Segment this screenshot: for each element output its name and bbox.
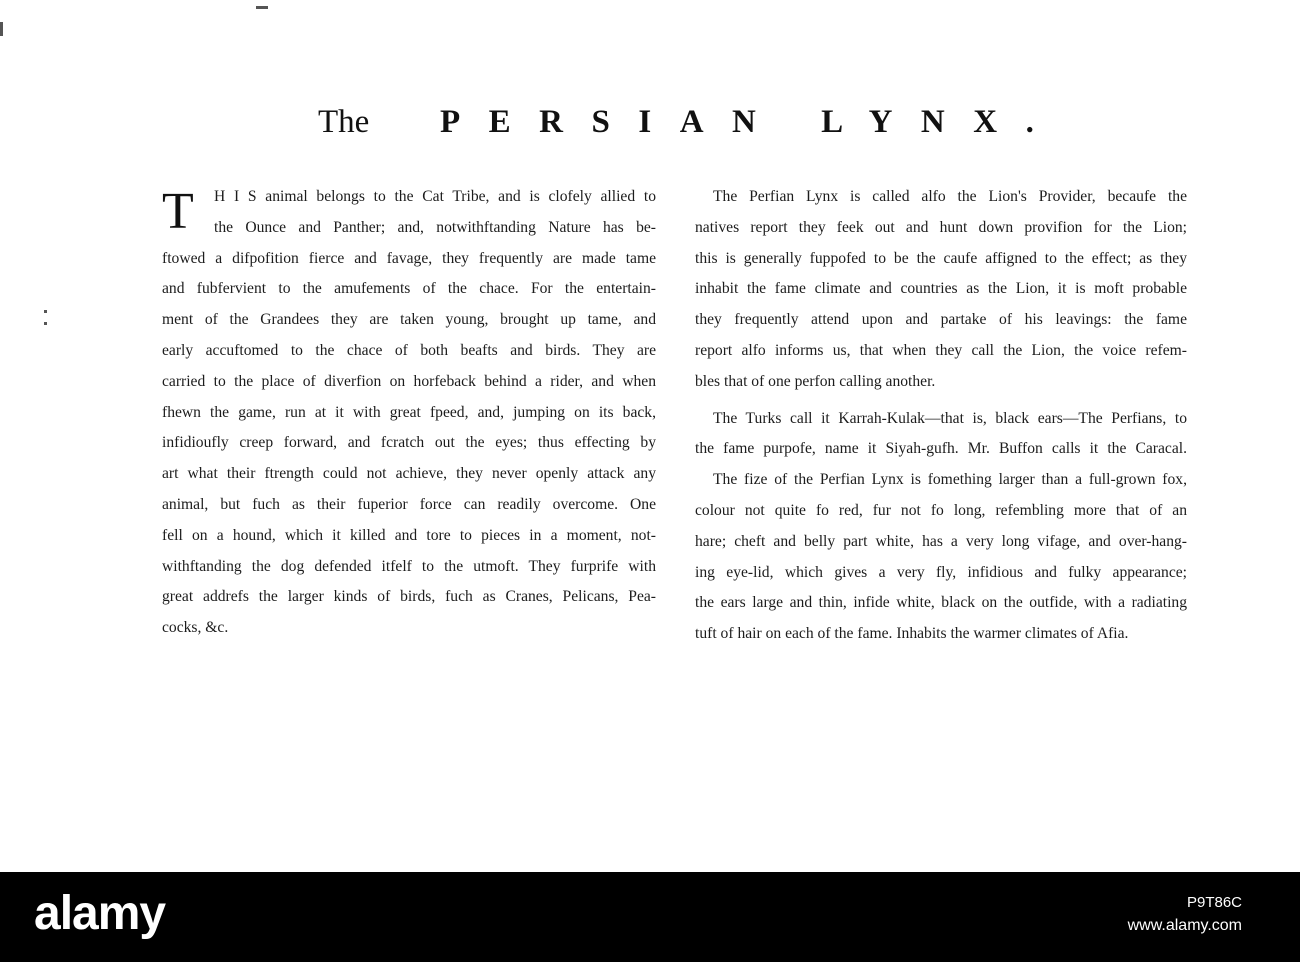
paragraph-description xyxy=(695,465,1187,650)
watermark-footer xyxy=(0,872,1300,962)
text-line: great addrefs the larger kinds of birds, fuch as Cranes, Pelicans, Pea- xyxy=(162,588,656,606)
text-line: The fize of the Perfian Lynx is fomething larger than a full-grown fox, xyxy=(713,471,1187,489)
text-line: natives report they feek out and hunt down provifion for the Lion; xyxy=(695,218,1187,236)
paragraph-lions-provider xyxy=(695,182,1187,398)
title-prefix: The xyxy=(318,104,370,140)
text-line: ment of the Grandees they are taken young, brought up tame, and xyxy=(162,311,656,329)
text-line: report alfo informs us, that when they call the Lion, the voice refem- xyxy=(695,341,1187,359)
paragraph-names xyxy=(695,404,1187,466)
text-line: inhabit the fame climate and countries as the Lion, it is moft probable xyxy=(695,280,1187,298)
left-column xyxy=(162,182,656,644)
scan-speck xyxy=(44,322,47,325)
text-line: colour not quite fo red, fur not fo long, refembling more that of an xyxy=(695,501,1187,519)
text-line: fell on a hound, which it killed and tore to pieces in a moment, not- xyxy=(162,526,656,544)
text-line: the fame purpofe, name it Siyah-gufh. Mr. Buffon calls it the Caracal. xyxy=(695,440,1187,458)
text-line: animal, but fuch as their fuperior force can readily overcome. One xyxy=(162,495,656,513)
right-column xyxy=(695,182,1187,650)
drop-cap: T xyxy=(162,183,194,240)
text-line: bles that of one perfon calling another. xyxy=(695,372,936,390)
image-meta xyxy=(1128,894,1242,935)
image-id: P9T86C xyxy=(1186,894,1242,911)
text-line: cocks, &c. xyxy=(162,619,229,637)
text-line: they frequently attend upon and partake of his leavings: the fame xyxy=(695,311,1187,329)
text-line: infidioufly creep forward, and fcratch out the eyes; thus effecting by xyxy=(162,434,656,452)
text-line: art what their ftrength could not achieve, they never openly attack any xyxy=(162,465,656,483)
text-line: The Turks call it Karrah-Kulak—that is, black ears—The Perfians, to xyxy=(713,409,1187,427)
text-line: ftowed a difpofition fierce and favage, they frequently are made tame xyxy=(162,249,656,267)
title-word: PERSIAN LYNX. xyxy=(440,104,1063,140)
site-url: www.alamy.com xyxy=(1127,917,1242,934)
page-title xyxy=(0,104,1300,154)
text-line: H I S animal belongs to the Cat Tribe, and is clofely allied to xyxy=(214,188,656,205)
text-line: hare; cheft and belly part white, has a very long vifage, and over-hang- xyxy=(695,532,1187,550)
text-line: ing eye-lid, which gives a very fly, infidious and fulky appearance; xyxy=(695,563,1187,581)
text-line: and fubfervient to the amufements of the chace. For the entertain- xyxy=(162,280,656,298)
text-line: withftanding the dog defended itfelf to the utmoft. They furprife with xyxy=(162,557,656,575)
alamy-logo: alamy xyxy=(34,887,166,940)
scan-speck xyxy=(0,22,3,36)
text-line: this is generally fuppofed to be the caufe affigned to the effect; as they xyxy=(695,249,1187,267)
text-line: early accuftomed to the chace of both beafts and birds. They are xyxy=(162,341,656,359)
text-line: tuft of hair on each of the fame. Inhabits the warmer climates of Afia. xyxy=(695,625,1129,643)
text-line: the ears large and thin, infide white, black on the outfide, with a radiating xyxy=(695,594,1187,612)
scan-speck xyxy=(256,6,268,9)
text-line: the Ounce and Panther; and, notwithftanding Nature has be- xyxy=(214,218,656,236)
text-line: The Perfian Lynx is called alfo the Lion's Provider, becaufe the xyxy=(713,188,1187,205)
text-line: carried to the place of diverfion on horfeback behind a rider, and when xyxy=(162,372,656,390)
scan-speck xyxy=(44,310,47,313)
text-line: fhewn the game, run at it with great fpeed, and, jumping on its back, xyxy=(162,403,656,421)
